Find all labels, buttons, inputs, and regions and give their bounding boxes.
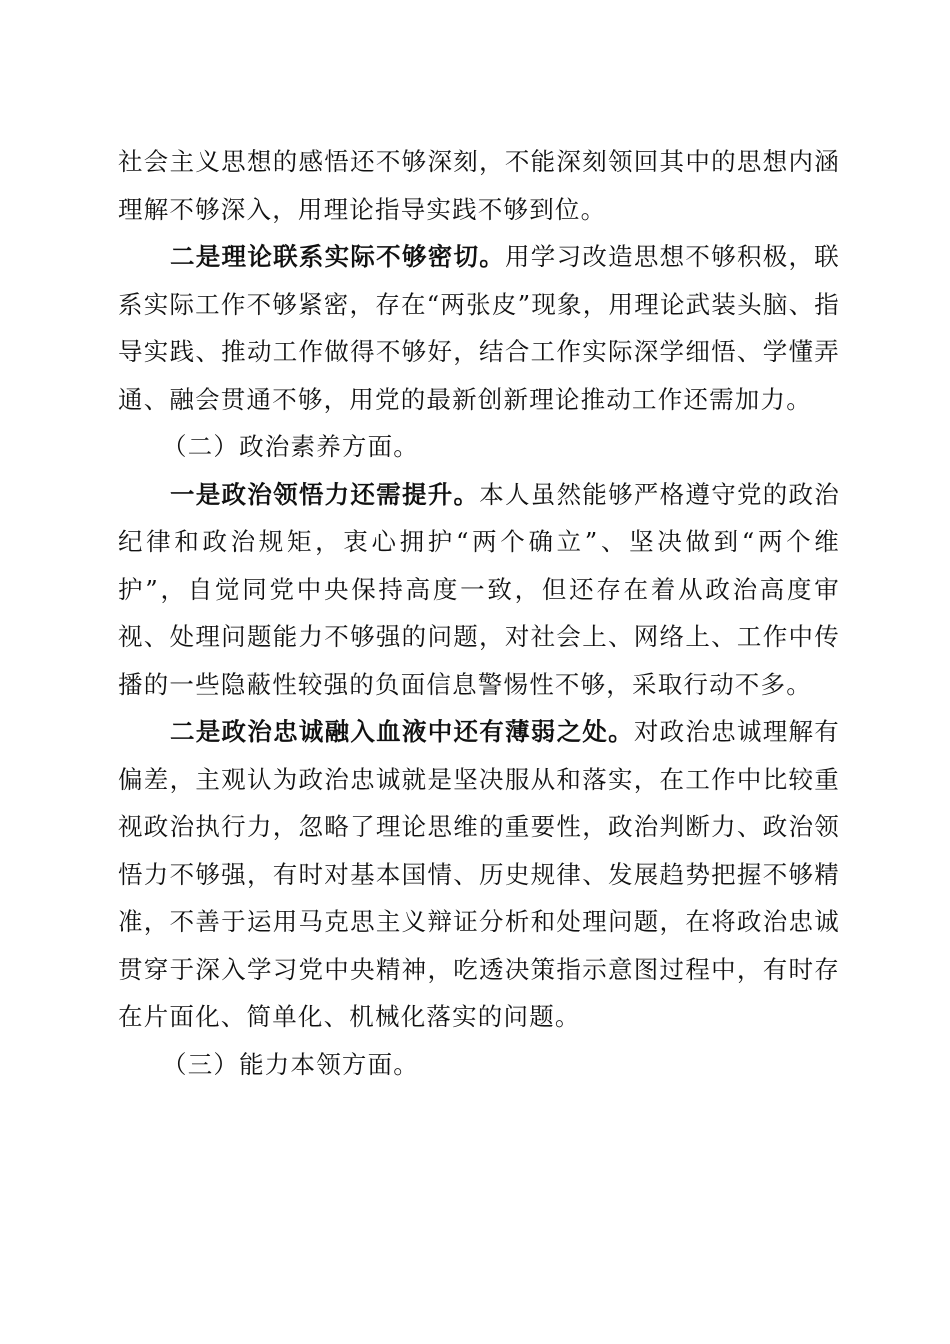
paragraph-theory-practice bbox=[118, 233, 840, 423]
paragraph-political-loyalty bbox=[118, 708, 840, 1041]
paragraph-lead: 二是政治忠诚融入血液中还有薄弱之处。 bbox=[170, 717, 634, 746]
paragraph-text: 社会主义思想的感悟还不够深刻，不能深刻领回其中的思想内涵理解不够深入，用理论指导实践不够到位。 bbox=[118, 147, 840, 224]
paragraph-text: 用学习改造思想不够积极，联系实际工作不够紧密，存在“两张皮”现象，用理论武装头脑、指导实践、推动工作做得不够好，结合工作实际深学细悟、学懂弄通、融会贯通不够，用党的最新创新理论推动工作还需加力。 bbox=[118, 242, 840, 414]
paragraph-text: 本人虽然能够严格遵守党的政治纪律和政治规矩，衷心拥护“两个确立”、坚决做到“两个维护”，自觉同党中央保持高度一致，但还存在着从政治高度审视、处理问题能力不够强的问题，对社会上、网络上、工作中传播的一些隐蔽性较强的负面信息警惕性不够，采取行动不多。 bbox=[118, 479, 840, 699]
paragraph-lead: 二是理论联系实际不够密切。 bbox=[170, 242, 506, 271]
paragraph-political-insight bbox=[118, 471, 840, 709]
paragraph-lead: 一是政治领悟力还需提升。 bbox=[170, 479, 480, 509]
section-heading-political: （二）政治素养方面。 bbox=[162, 432, 419, 461]
section-heading-ability: （三）能力本领方面。 bbox=[162, 1049, 419, 1079]
paragraph-text: 对政治忠诚理解有偏差，主观认为政治忠诚就是坚决服从和落实，在工作中比较重视政治执行力，忽略了理论思维的重要性，政治判断力、政治领悟力不够强，有时对基本国情、历史规律、发展趋势把握不够精准，不善于运用马克思主义辩证分析和处理问题，在将政治忠诚贯穿于深入学习党中央精神，吃透决策指示意图过程中，有时存在片面化、简单化、机械化落实的问题。 bbox=[118, 717, 840, 1031]
paragraph-continuation bbox=[118, 138, 840, 233]
